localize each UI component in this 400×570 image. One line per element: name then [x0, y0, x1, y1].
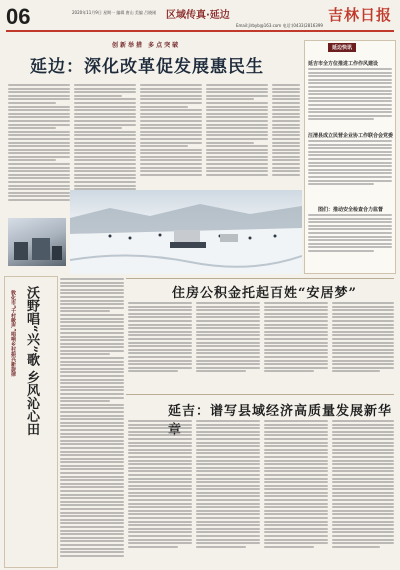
sidebar-item-title-3: 图们：推动安全检查合力监督 [318, 207, 384, 213]
story3-text-col-2 [196, 420, 260, 566]
left-story-text [60, 278, 124, 564]
newspaper-logo: 吉林日报 [327, 6, 392, 24]
main-text-col-1 [8, 84, 70, 214]
sidebar-item-body-2 [308, 140, 392, 204]
story2-text-col-1 [128, 302, 192, 384]
section-title: 区域传真·延边 [166, 10, 230, 21]
page-number: 06 [6, 4, 31, 29]
small-photo [8, 218, 66, 266]
small-photo-scene [8, 218, 66, 266]
sidebar-item-title-2: 汪清县成立民营企业协工作联合会党委 [308, 133, 394, 139]
main-headline: 延边：深化改革促发展惠民生 [30, 57, 264, 77]
header-rule [6, 30, 394, 32]
main-text-col-2 [74, 84, 136, 204]
main-text-col-4 [206, 84, 268, 188]
contact-line: Email:jlrbyb@163.com 电话:(0433)2816399 [236, 23, 323, 28]
sidebar-item-body-3 [308, 214, 392, 270]
main-photo-scene [70, 190, 302, 274]
sidebar-item-body-1 [308, 68, 392, 128]
left-story-title: 沃野唱“兴”歌 乡风沁心田 [24, 286, 39, 436]
story3-headline: 延吉：谱写县域经济高质量发展新华 [168, 404, 393, 419]
main-kicker: 创新举措 多点突破 [112, 42, 181, 49]
sidebar-item-title-1: 延吉市全方位推进工作作风建设 [308, 61, 379, 67]
main-text-col-5 [272, 84, 300, 188]
divider-story3 [126, 394, 394, 395]
left-story-subtitle: 敦化市“千村歌声”唱响乡村振兴新旋律 [10, 290, 16, 377]
story2-headline: 住房公积金托起百姓“安居梦” [172, 286, 357, 301]
story2-text-col-4 [332, 302, 394, 384]
date-line: 2020年11月9日 星期一 编辑 唐山 美编 吕晓刚 [72, 10, 157, 15]
divider-story2 [126, 278, 394, 279]
sidebar-tag: 延边快讯 [328, 43, 356, 52]
main-text-col-3 [140, 84, 202, 188]
story3-text-col-3 [264, 420, 328, 566]
story3-text-col-1 [128, 420, 192, 566]
story2-text-col-3 [264, 302, 328, 384]
story3-text-col-4 [332, 420, 394, 566]
main-photo [70, 190, 302, 274]
story2-text-col-2 [196, 302, 260, 384]
